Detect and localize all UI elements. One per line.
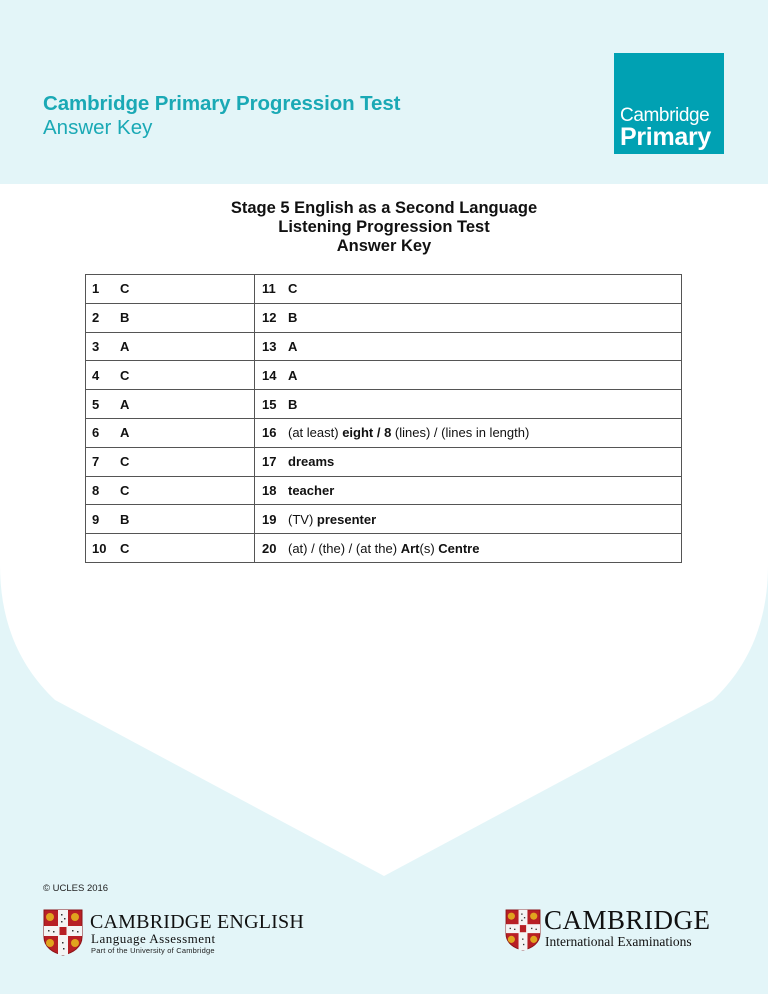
university-crest-icon <box>505 909 541 951</box>
question-number: 19 <box>262 511 277 527</box>
question-number: 20 <box>262 540 277 556</box>
question-number: 1 <box>92 281 100 297</box>
question-number: 9 <box>92 511 100 527</box>
question-number: 16 <box>262 425 277 441</box>
table-row <box>86 418 682 447</box>
university-of-cambridge-text: Part of the University of Cambridge <box>91 946 215 955</box>
question-number: 2 <box>92 310 100 326</box>
optional-text: (at least) <box>288 425 343 441</box>
table-row <box>86 303 682 332</box>
answer-cell-right <box>255 534 682 563</box>
answer-text: C <box>288 281 298 297</box>
question-number: 14 <box>262 367 277 383</box>
question-number: 11 <box>262 281 276 297</box>
answer-cell-left <box>86 303 255 332</box>
answer-text: B <box>120 511 130 527</box>
copyright-notice: © UCLES 2016 <box>43 883 109 894</box>
answer-cell-right <box>255 275 682 304</box>
header-subtitle: Answer Key <box>43 116 153 139</box>
table-row <box>86 476 682 505</box>
answer-text: C <box>120 454 130 470</box>
question-number: 18 <box>262 482 277 498</box>
cambridge-primary-logo <box>614 53 724 154</box>
university-crest-icon <box>43 909 83 956</box>
table-row <box>86 332 682 361</box>
question-number: 17 <box>262 454 277 470</box>
answer-text: A <box>120 396 130 412</box>
question-number: 3 <box>92 338 100 354</box>
answer-cell-right <box>255 505 682 534</box>
header-title: Cambridge Primary Progression Test <box>43 92 401 115</box>
answer-cell-right <box>255 303 682 332</box>
answer-cell-left <box>86 476 255 505</box>
answer-cell-right <box>255 447 682 476</box>
answer-key-table <box>85 274 682 563</box>
answer-text: teacher <box>288 482 335 498</box>
table-row <box>86 447 682 476</box>
header-band <box>0 0 768 184</box>
answer-cell-right <box>255 390 682 419</box>
question-number: 12 <box>262 310 277 326</box>
question-number: 6 <box>92 425 100 441</box>
international-examinations-text: International Examinations <box>545 934 692 949</box>
optional-text: (at) / (the) / (at the) <box>288 540 401 556</box>
answer-text: C <box>120 482 130 498</box>
logo-line-primary: Primary <box>620 123 712 151</box>
question-number: 10 <box>92 540 107 556</box>
language-assessment-text: Language Assessment <box>91 931 216 946</box>
answer-text: B <box>288 396 298 412</box>
answer-cell-right <box>255 418 682 447</box>
answer-cell-right <box>255 332 682 361</box>
answer-text: B <box>120 310 130 326</box>
answer-text: C <box>120 281 130 297</box>
answer-cell-right <box>255 361 682 390</box>
answer-cell-right <box>255 476 682 505</box>
question-number: 8 <box>92 482 100 498</box>
answer-cell-left <box>86 275 255 304</box>
answer-text: C <box>120 367 130 383</box>
answer-text: Centre <box>438 540 480 556</box>
cambridge-wordmark: CAMBRIDGE <box>544 905 711 935</box>
answer-text: eight / 8 <box>342 425 392 441</box>
answer-text: A <box>288 338 298 354</box>
question-number: 7 <box>92 454 100 470</box>
table-row <box>86 390 682 419</box>
document-title-line: Stage 5 English as a Second Language <box>230 199 538 217</box>
cambridge-english-wordmark: CAMBRIDGE ENGLISH <box>90 911 304 933</box>
question-number: 5 <box>92 396 100 412</box>
answer-text: A <box>288 367 298 383</box>
table-row <box>86 505 682 534</box>
logo-line-cambridge: Cambridge <box>620 105 710 126</box>
table-row <box>86 361 682 390</box>
answer-text: presenter <box>316 511 377 527</box>
question-number: 15 <box>262 396 277 412</box>
answer-text: Art <box>400 540 420 556</box>
answer-cell-left <box>86 418 255 447</box>
answer-text: B <box>288 310 298 326</box>
answer-text: A <box>120 338 130 354</box>
optional-text: (lines) / (lines in length) <box>391 425 530 441</box>
answer-cell-left <box>86 534 255 563</box>
answer-text: C <box>120 540 130 556</box>
question-number: 4 <box>92 367 100 383</box>
answer-cell-left <box>86 390 255 419</box>
answer-cell-left <box>86 361 255 390</box>
answer-cell-left <box>86 447 255 476</box>
answer-cell-left <box>86 332 255 361</box>
document-title-line: Listening Progression Test <box>278 218 490 236</box>
document-title-line: Answer Key <box>336 237 432 255</box>
answer-text: A <box>120 425 130 441</box>
optional-text: (TV) <box>288 511 317 527</box>
optional-text: (s) <box>419 540 439 556</box>
table-row <box>86 275 682 304</box>
table-row <box>86 534 682 563</box>
document-title <box>0 199 768 256</box>
answer-text: dreams <box>288 454 335 470</box>
answer-cell-left <box>86 505 255 534</box>
question-number: 13 <box>262 338 277 354</box>
